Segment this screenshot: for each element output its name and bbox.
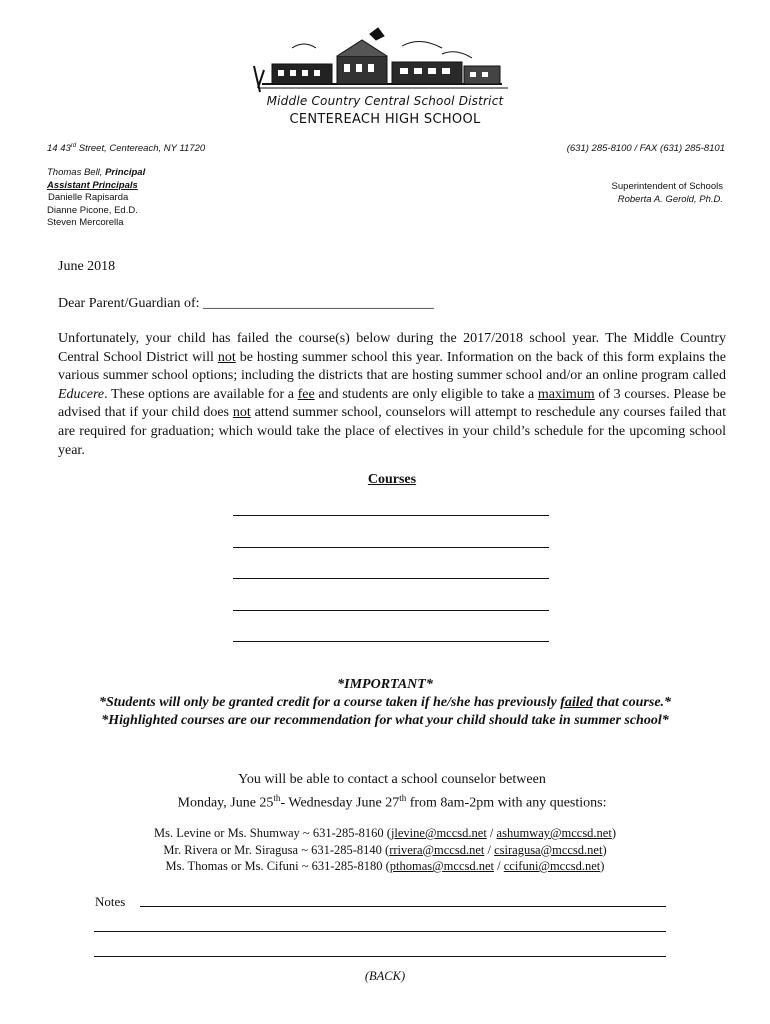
- assistant-principal: Dianne Picone, Ed.D.: [47, 204, 138, 216]
- notes-line[interactable]: [140, 906, 666, 907]
- important-line-1: *Students will only be granted credit for a course taken if he/she has previously failed that course.*: [98, 695, 672, 710]
- course-blank-line[interactable]: [233, 610, 549, 611]
- salutation: Dear Parent/Guardian of: _________________________________: [58, 296, 434, 311]
- district-name: Middle Country Central School District: [266, 94, 504, 108]
- phone-fax: (631) 285-8100 / FAX (631) 285-8101: [566, 143, 725, 154]
- email-link[interactable]: ccifuni@mccsd.net: [503, 859, 601, 873]
- course-blank-line[interactable]: [233, 547, 549, 548]
- important-heading: *IMPORTANT*: [337, 677, 433, 692]
- superintendent-block: [612, 181, 723, 206]
- important-line-2: *Highlighted courses are our recommendation for what your child should take in summer school*: [101, 713, 669, 728]
- staff-list: [47, 167, 145, 230]
- email-link[interactable]: jlevine@mccsd.net: [390, 826, 487, 840]
- important-notice: [0, 676, 770, 730]
- email-link[interactable]: csiragusa@mccsd.net: [494, 842, 603, 857]
- contact-line-1: You will be able to contact a school counselor between: [238, 772, 546, 787]
- email-link[interactable]: rrivera@mccsd.net: [389, 842, 485, 857]
- contact-line-2: Monday, June 25th- Wednesday June 27th from 8am-2pm with any questions:: [177, 793, 607, 811]
- letter-date: June 2018: [58, 259, 116, 274]
- school-logo: [252, 26, 514, 96]
- email-link[interactable]: pthomas@mccsd.net: [389, 859, 494, 873]
- course-blank-line[interactable]: [233, 515, 549, 516]
- principal-name: Thomas Bell,: [47, 167, 103, 178]
- counselor-row: Ms. Thomas or Ms. Cifuni ~ 631-285-8180 (pthomas@mccsd.net / ccifuni@mccsd.net): [165, 859, 605, 873]
- superintendent-title: Superintendent of Schools: [611, 181, 723, 192]
- assistant-principal: Steven Mercorella: [47, 217, 124, 228]
- counselor-list: [0, 825, 770, 875]
- superintendent-name: Roberta A. Gerold, Ph.D.: [617, 193, 723, 205]
- courses-heading: Courses: [367, 472, 417, 487]
- notes-line[interactable]: [94, 931, 666, 932]
- letter-paragraph: Unfortunately, your child has failed the course(s) below during the 2017/2018 school year. The Middle Country Central School District will not be hosting summer school this year. Information on the back of this form explains the various summer school options; including the districts that are hosting summer school and/or an online program called Educere. These options are available for a fee and students are only eligible to take a maximum of 3 courses. Please be advised that if your child does not attend summer school, counselors will attempt to reschedule any courses failed that are required for graduation; which would take the place of electives in your child’s schedule for the upcoming school year.: [58, 331, 727, 458]
- back-indicator: (BACK): [364, 969, 406, 983]
- school-name: CENTEREACH HIGH SCHOOL: [289, 112, 481, 127]
- counselor-row: Ms. Levine or Ms. Shumway ~ 631-285-8160 (jlevine@mccsd.net / ashumway@mccsd.net): [153, 826, 617, 840]
- notes-line[interactable]: [94, 956, 666, 957]
- counselor-row: Mr. Rivera or Mr. Siragusa ~ 631-285-8140 (rrivera@mccsd.net / csiragusa@mccsd.net): [163, 842, 607, 857]
- email-link[interactable]: ashumway@mccsd.net: [496, 826, 612, 840]
- school-address: 14 43rd Street, Centereach, NY 11720: [47, 143, 206, 155]
- contact-info: [0, 770, 770, 813]
- assistant-principals-heading: Assistant Principals: [47, 179, 138, 191]
- course-blank-line[interactable]: [233, 578, 549, 579]
- course-blank-line[interactable]: [233, 641, 549, 642]
- assistant-principal: Danielle Rapisarda: [48, 192, 129, 203]
- notes-label: Notes: [95, 894, 126, 909]
- principal-title: Principal: [105, 167, 146, 178]
